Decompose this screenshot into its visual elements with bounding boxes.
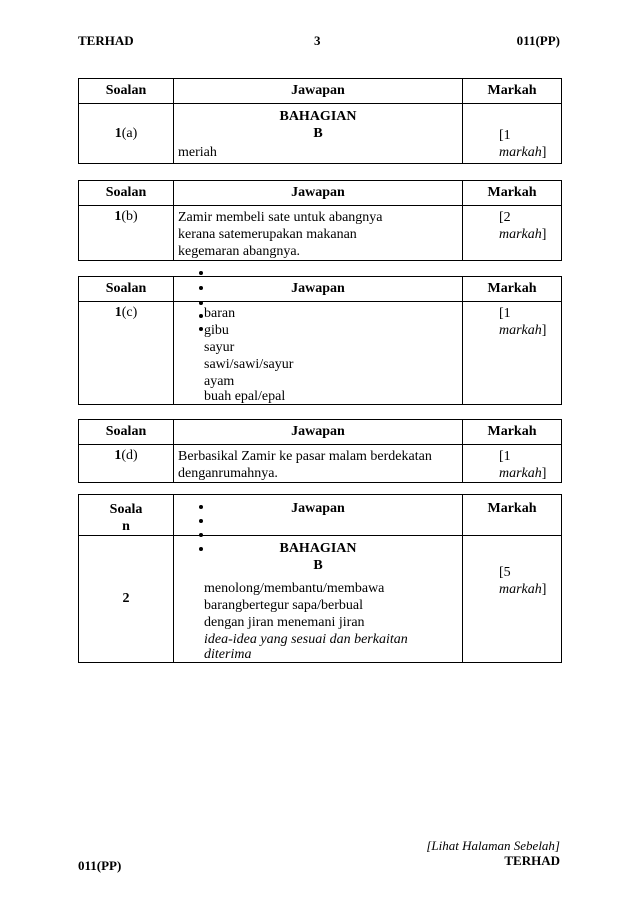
table-header-row [79, 79, 562, 104]
footer-code: 011(PP) [78, 858, 122, 873]
mark-cell [463, 445, 562, 483]
table-row [79, 104, 562, 164]
footer-classification: TERHAD [504, 853, 560, 868]
table-header-row [79, 181, 562, 206]
col-markah: Markah [463, 181, 562, 206]
col-jawapan: Jawapan [174, 495, 463, 536]
mark-close: ] [541, 227, 547, 242]
bullet-dot [199, 547, 203, 551]
list-item: buah epal/epal [204, 389, 286, 404]
question-num: 1 [114, 305, 122, 320]
header-classification: TERHAD [78, 33, 134, 48]
mark-close: ] [541, 145, 547, 160]
mark-unit: markah [499, 323, 542, 338]
table-header-row [79, 420, 562, 445]
mark-value: [5 [499, 565, 511, 580]
col-jawapan: Jawapan [174, 79, 463, 104]
section-letter: B [313, 558, 323, 573]
mark-cell [463, 104, 562, 164]
mark-close: ] [541, 466, 547, 481]
mark-unit: markah [499, 145, 542, 160]
table-q1d [78, 419, 562, 483]
answer-line: Berbasikal Zamir ke pasar malam berdekatan [178, 449, 432, 464]
mark-unit: markah [499, 582, 542, 597]
col-soalan: Soalan [79, 181, 174, 206]
answer-line: Zamir membeli sate untuk abangnya [178, 210, 383, 225]
answer-line: kegemaran abangnya. [178, 244, 301, 259]
mark-unit: markah [499, 466, 542, 481]
question-number [79, 445, 174, 483]
bullet-dot [199, 301, 203, 305]
col-soalan: Soalan [79, 420, 174, 445]
bullet-dot [199, 505, 203, 509]
mark-cell [463, 536, 562, 663]
list-item: sawi/sawi/sayur [204, 357, 294, 372]
list-item: ayam [204, 374, 235, 389]
bullet-dot [199, 327, 203, 331]
question-num: 1 [114, 209, 122, 224]
question-number [79, 206, 174, 261]
section-letter: B [313, 126, 323, 141]
answer-line: barangbertegur sapa/berbual [204, 598, 363, 613]
col-markah: Markah [463, 495, 562, 536]
question-part: (b) [121, 209, 138, 224]
bullet-dot [199, 519, 203, 523]
table-q1b [78, 180, 562, 261]
question-num: 1 [114, 125, 122, 141]
table-row [79, 445, 562, 483]
list-item: gibu [204, 323, 229, 338]
question-part: (a) [121, 125, 138, 141]
table-header-row [79, 277, 562, 302]
mark-unit: markah [499, 227, 542, 242]
bullet-dot [199, 533, 203, 537]
answer-line: kerana satemerupakan makanan [178, 227, 357, 242]
bullet-dot [199, 271, 203, 275]
question-number [79, 302, 174, 405]
table-row [79, 536, 562, 663]
col-soalan: Soalan [79, 79, 174, 104]
mark-value: [1 [499, 449, 511, 464]
answer-text: meriah [178, 145, 217, 160]
col-soalan-wrapped [79, 495, 174, 536]
header-code: 011(PP) [516, 33, 560, 48]
header-n: n [122, 519, 130, 534]
table-q2 [78, 494, 562, 663]
answer-line: denganrumahnya. [178, 466, 278, 481]
bullet-dot [199, 314, 203, 318]
header-soala: Soala [109, 502, 143, 517]
bullet-dot [199, 286, 203, 290]
table-row [79, 206, 562, 261]
answer-cell [174, 536, 463, 663]
answer-cell [174, 104, 463, 164]
answer-cell [174, 445, 463, 483]
next-page-note: [Lihat Halaman Sebelah] [426, 838, 560, 853]
answer-note: diterima [204, 647, 252, 662]
question-part: (c) [121, 305, 138, 320]
col-jawapan: Jawapan [174, 277, 463, 302]
answer-line: dengan jiran menemani jiran [204, 615, 365, 630]
answer-cell [174, 206, 463, 261]
list-item: baran [204, 306, 236, 321]
mark-cell [463, 206, 562, 261]
col-jawapan: Jawapan [174, 181, 463, 206]
table-header-row [79, 495, 562, 536]
mark-cell [463, 302, 562, 405]
page-number: 3 [314, 33, 321, 48]
mark-close: ] [541, 323, 547, 338]
list-item: sayur [204, 340, 235, 355]
mark-value: [2 [499, 210, 511, 225]
table-q1a [78, 78, 562, 164]
col-soalan: Soalan [79, 277, 174, 302]
col-markah: Markah [463, 277, 562, 302]
table-row [79, 302, 562, 405]
answer-line: menolong/membantu/membawa [204, 581, 385, 596]
section-title: BAHAGIAN [279, 109, 357, 124]
section-title: BAHAGIAN [279, 541, 357, 556]
mark-value: [1 [499, 306, 511, 321]
answer-list [174, 302, 463, 405]
answer-note: idea-idea yang sesuai dan berkaitan [204, 632, 408, 647]
col-jawapan: Jawapan [174, 420, 463, 445]
question-number [79, 104, 174, 164]
mark-value: [1 [499, 128, 511, 143]
question-part: (d) [121, 448, 138, 463]
col-markah: Markah [463, 420, 562, 445]
question-num: 1 [114, 448, 122, 463]
col-markah: Markah [463, 79, 562, 104]
mark-close: ] [541, 582, 547, 597]
question-number: 2 [79, 536, 174, 663]
table-q1c [78, 276, 562, 405]
